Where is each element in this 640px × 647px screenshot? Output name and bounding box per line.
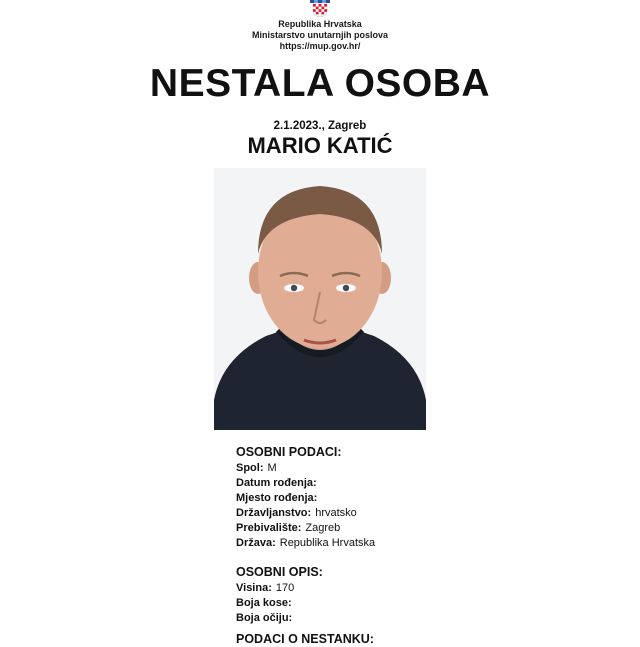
row-residence-value: Zagreb bbox=[305, 522, 341, 534]
row-hair-color-label: Boja kose: bbox=[236, 597, 292, 609]
poster-title: NESTALA OSOBA bbox=[149, 62, 491, 105]
personal-description-heading: OSOBNI OPIS: bbox=[236, 565, 323, 579]
croatian-coat-of-arms-icon bbox=[308, 0, 332, 17]
row-sex-value: M bbox=[267, 462, 277, 474]
row-citizenship bbox=[236, 506, 357, 521]
row-eye-color bbox=[236, 611, 296, 626]
row-birth-date-label: Datum rođenja: bbox=[236, 477, 317, 489]
row-birth-place-label: Mjesto rođenja: bbox=[236, 492, 318, 504]
row-birth-date bbox=[236, 476, 321, 491]
row-height bbox=[236, 581, 294, 596]
row-sex bbox=[236, 461, 277, 476]
person-name: MARIO KATIĆ bbox=[247, 133, 393, 158]
row-country-value: Republika Hrvatska bbox=[279, 537, 376, 549]
row-citizenship-value: hrvatsko bbox=[315, 507, 357, 519]
header-ministry: Ministarstvo unutarnjih poslova bbox=[251, 30, 388, 40]
row-sex-label: Spol: bbox=[236, 462, 264, 474]
row-country bbox=[236, 536, 375, 551]
disappearance-heading: PODACI O NESTANKU: bbox=[236, 632, 374, 646]
row-height-value: 170 bbox=[275, 582, 295, 594]
row-hair-color bbox=[236, 596, 296, 611]
row-height-label: Visina: bbox=[236, 582, 272, 594]
row-birth-place bbox=[236, 491, 321, 506]
row-residence-label: Prebivalište: bbox=[236, 522, 302, 534]
header-website-link[interactable]: https://mup.gov.hr/ bbox=[279, 41, 361, 51]
date-place: 2.1.2023., Zagreb bbox=[273, 120, 367, 132]
personal-data-heading: OSOBNI PODACI: bbox=[236, 445, 342, 459]
header-republic: Republika Hrvatska bbox=[278, 19, 362, 29]
row-eye-color-label: Boja očiju: bbox=[236, 612, 293, 624]
row-citizenship-label: Državljanstvo: bbox=[236, 507, 312, 519]
row-country-label: Država: bbox=[236, 537, 276, 549]
person-photo bbox=[214, 168, 426, 430]
row-residence bbox=[236, 521, 340, 536]
